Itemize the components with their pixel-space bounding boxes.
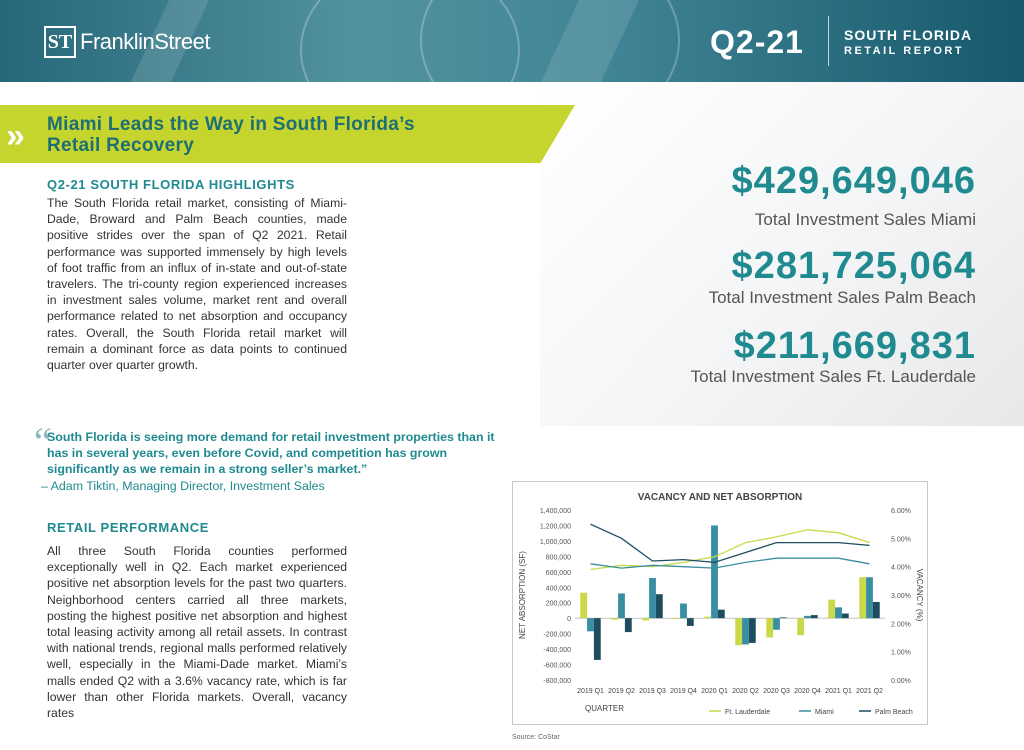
x-tick-label: 2020 Q4 bbox=[794, 688, 821, 695]
quote-mark-icon: “ bbox=[30, 419, 53, 464]
bar-palm-beach bbox=[811, 615, 818, 618]
bar-palm-beach bbox=[718, 610, 725, 619]
stat-palm-beach-label: Total Investment Sales Palm Beach bbox=[708, 288, 976, 307]
bar-palm-beach bbox=[594, 618, 601, 660]
franklin-street-logo bbox=[44, 26, 210, 58]
bar-ft-lauderdale bbox=[735, 618, 742, 645]
header-banner bbox=[0, 0, 1024, 82]
chart-svg bbox=[513, 482, 927, 724]
bar-palm-beach bbox=[749, 618, 756, 643]
report-region: SOUTH FLORIDA bbox=[844, 27, 973, 43]
bar-ft-lauderdale bbox=[828, 600, 835, 619]
vacancy-absorption-chart bbox=[512, 481, 928, 725]
y-tick-label: 0 bbox=[567, 616, 571, 624]
legend-label: Miami bbox=[815, 709, 834, 716]
stat-palm-beach-value: $281,725,064 bbox=[731, 245, 976, 287]
report-quarter: Q2-21 bbox=[710, 24, 804, 60]
x-axis-label: QUARTER bbox=[585, 704, 624, 713]
x-tick-label: 2019 Q3 bbox=[639, 688, 666, 695]
bar-ft-lauderdale bbox=[766, 618, 773, 637]
y2-tick-label: 0.00% bbox=[891, 678, 911, 685]
line-ft-lauderdale bbox=[591, 530, 870, 570]
header-divider bbox=[828, 16, 829, 66]
logo-mark: ST bbox=[44, 26, 76, 58]
stat-miami-value: $429,649,046 bbox=[731, 160, 976, 202]
y-tick-label: -400,000 bbox=[543, 647, 571, 655]
bar-palm-beach bbox=[656, 594, 663, 618]
y-tick-label: 400,000 bbox=[545, 585, 571, 593]
bar-miami bbox=[773, 618, 780, 630]
stat-ft-lauderdale-value: $211,669,831 bbox=[733, 325, 976, 367]
bar-miami bbox=[587, 618, 594, 631]
y-tick-label: 800,000 bbox=[545, 554, 571, 562]
y-axis-label: NET ABSORPTION (SF) bbox=[518, 551, 527, 639]
bar-palm-beach bbox=[780, 617, 787, 618]
report-type: RETAIL REPORT bbox=[844, 45, 965, 57]
headline-line-1: Miami Leads the Way in South Florida’s bbox=[47, 114, 415, 135]
bar-ft-lauderdale bbox=[611, 618, 618, 620]
y-tick-label: -800,000 bbox=[543, 678, 571, 685]
y2-tick-label: 2.00% bbox=[891, 621, 911, 629]
x-tick-label: 2020 Q3 bbox=[763, 688, 790, 695]
report-title bbox=[844, 27, 972, 57]
y-tick-label: 1,400,000 bbox=[539, 508, 571, 515]
bar-miami bbox=[711, 525, 718, 618]
performance-heading: RETAIL PERFORMANCE bbox=[47, 520, 209, 535]
line-palm-beach bbox=[591, 524, 870, 562]
y-tick-label: -600,000 bbox=[543, 662, 571, 670]
bar-miami bbox=[835, 607, 842, 618]
legend-label: Palm Beach bbox=[875, 709, 913, 716]
bar-ft-lauderdale bbox=[673, 618, 680, 619]
y2-tick-label: 6.00% bbox=[891, 508, 911, 515]
y2-tick-label: 3.00% bbox=[891, 593, 911, 600]
logo-text: FranklinStreet bbox=[80, 29, 210, 54]
y-tick-label: -200,000 bbox=[543, 631, 571, 639]
x-tick-label: 2021 Q1 bbox=[825, 688, 852, 695]
y2-tick-label: 1.00% bbox=[891, 649, 911, 657]
headline-line-2: Retail Recovery bbox=[47, 135, 195, 156]
performance-body: All three South Florida counties performed exceptionally well in Q2. Each market experienced positive net absorption levels for the past two quarters. Neighborhood centers carried all three markets, posting the highest positive net absorption and highest total leasing activity among all retail assets. In contrast with national trends, regional malls performed relatively well, especially in the Miami-Dade market. Miami’s malls ended Q2 with a 3.6% vacancy rate, which is far lower than other Florida markets. Overall, vacancy rates bbox=[47, 544, 347, 721]
bar-palm-beach bbox=[687, 618, 694, 626]
x-tick-label: 2020 Q2 bbox=[732, 688, 759, 695]
bar-miami bbox=[649, 578, 656, 618]
chart-title: VACANCY AND NET ABSORPTION bbox=[637, 492, 803, 503]
bar-palm-beach bbox=[842, 614, 849, 619]
bar-ft-lauderdale bbox=[580, 593, 587, 619]
chevrons-icon: » bbox=[6, 117, 17, 155]
y-tick-label: 200,000 bbox=[545, 600, 571, 608]
bar-miami bbox=[866, 577, 873, 618]
bar-miami bbox=[680, 604, 687, 619]
chart-source: Source: CoStar bbox=[512, 734, 560, 741]
y2-tick-label: 5.00% bbox=[891, 536, 911, 544]
y2-tick-label: 4.00% bbox=[891, 564, 911, 572]
x-tick-label: 2019 Q4 bbox=[670, 688, 697, 695]
highlights-heading: Q2-21 SOUTH FLORIDA HIGHLIGHTS bbox=[47, 177, 295, 192]
highlights-body: The South Florida retail market, consisting of Miami-Dade, Broward and Palm Beach counties, made positive strides over the span of Q2 2021. Retail performance was supported immensely by high levels of foot traffic from an influx of in-state and out-of-state travelers. The tri-county region experienced increases in investment sales volume, market rent and overall performance related to net absorption and occupancy rates. Overall, the South Florida retail market will remain a dominant force as data points to continued quarter over quarter growth. bbox=[47, 196, 347, 373]
page-headline bbox=[47, 114, 415, 156]
stat-miami-label: Total Investment Sales Miami bbox=[754, 210, 976, 229]
bar-palm-beach bbox=[625, 618, 632, 632]
line-miami bbox=[591, 558, 870, 568]
bar-miami bbox=[804, 616, 811, 618]
quote-attribution: – Adam Tiktin, Managing Director, Investment Sales bbox=[41, 479, 325, 493]
y-tick-label: 1,000,000 bbox=[539, 538, 571, 546]
bar-miami bbox=[618, 593, 625, 618]
x-tick-label: 2021 Q2 bbox=[856, 688, 883, 695]
x-tick-label: 2019 Q2 bbox=[608, 688, 635, 695]
pull-quote: South Florida is seeing more demand for retail investment properties than it has in several years, even before Covid, and competition has grown significantly as we remain in a strong seller’s market.” bbox=[47, 430, 495, 476]
bar-ft-lauderdale bbox=[704, 617, 711, 619]
y-tick-label: 600,000 bbox=[545, 569, 571, 577]
y2-axis-label: VACANCY (%) bbox=[915, 568, 924, 622]
legend-label: Ft. Lauderdale bbox=[725, 709, 771, 716]
x-tick-label: 2020 Q1 bbox=[701, 688, 728, 695]
bar-ft-lauderdale bbox=[797, 618, 804, 635]
y-tick-label: 1,200,000 bbox=[539, 523, 571, 531]
bar-palm-beach bbox=[873, 602, 880, 618]
bar-miami bbox=[742, 618, 749, 644]
stat-ft-lauderdale-label: Total Investment Sales Ft. Lauderdale bbox=[690, 367, 976, 386]
bar-ft-lauderdale bbox=[642, 618, 649, 620]
bar-ft-lauderdale bbox=[859, 577, 866, 618]
x-tick-label: 2019 Q1 bbox=[577, 688, 604, 695]
